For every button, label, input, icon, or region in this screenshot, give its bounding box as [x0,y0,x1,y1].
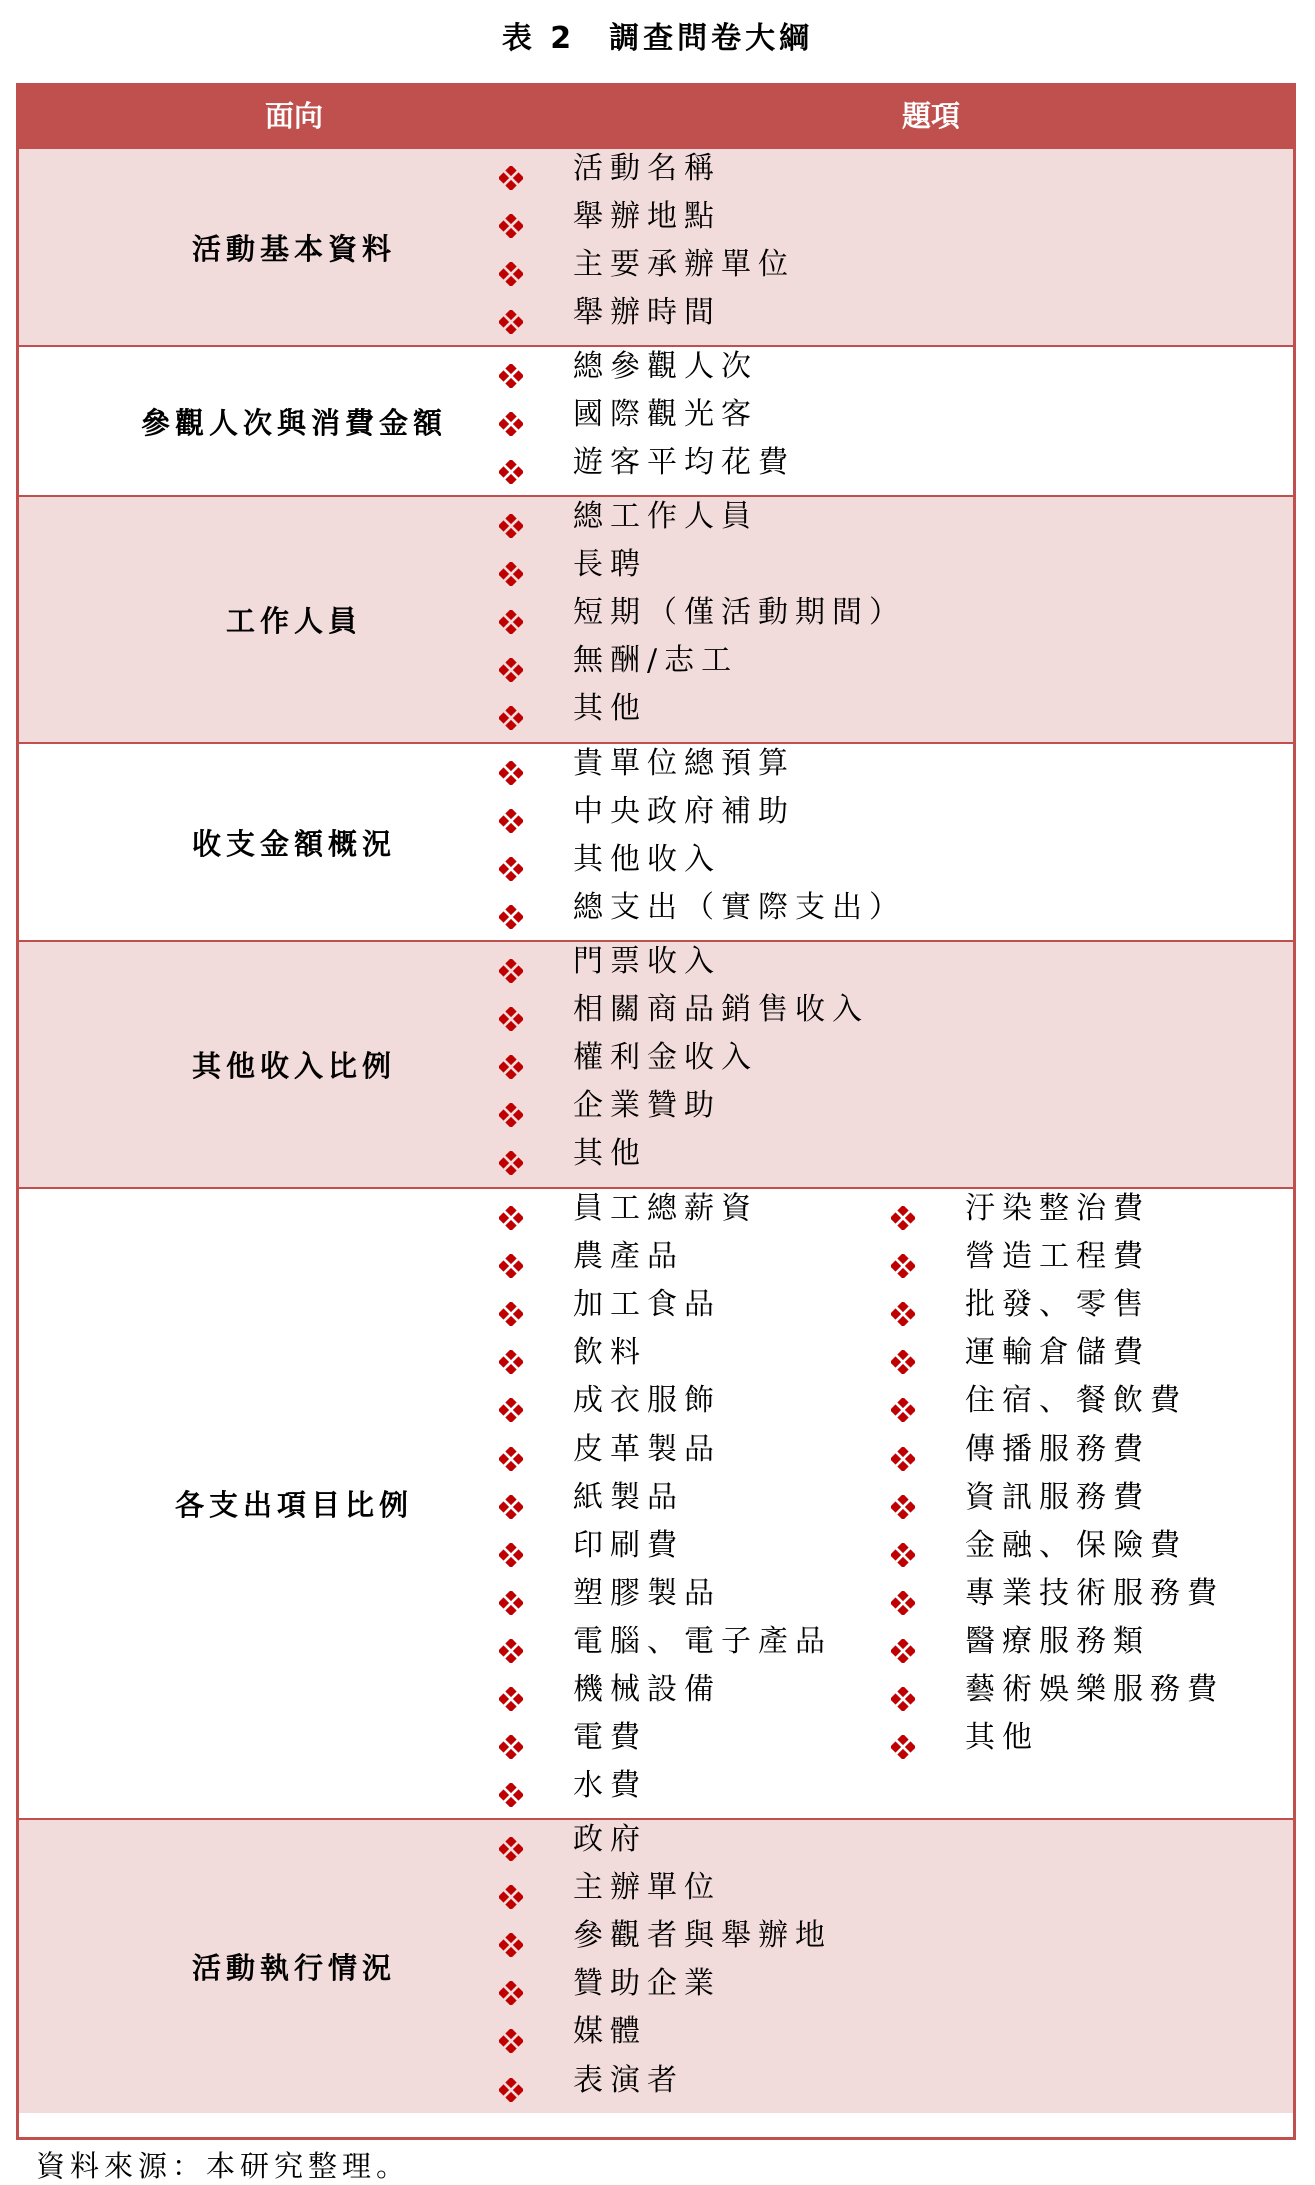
list-item-text: 贊助企業 [573,1966,721,2002]
four-diamond-bullet-icon [891,1438,915,1462]
list-item-text: 總工作人員 [573,499,758,534]
table-row [19,495,1293,742]
four-diamond-bullet-icon [499,950,523,974]
list-item-text: 中央政府補助 [573,794,795,830]
table-row [19,1187,1293,1818]
list-item-text: 遊客平均花費 [573,445,795,481]
four-diamond-bullet-icon [499,752,523,776]
list-item-text: 主要承辦單位 [573,247,795,283]
four-diamond-bullet-icon [499,1972,523,1996]
list-item-text: 批發、零售 [965,1287,1150,1323]
list-item-text: 總支出（實際支出） [573,890,906,926]
four-diamond-bullet-icon [499,1389,523,1413]
list-item-text: 農產品 [573,1239,684,1275]
list-item-text: 金融、保險費 [965,1527,1187,1563]
four-diamond-bullet-icon [499,1534,523,1558]
four-diamond-bullet-icon [891,1678,915,1702]
list-item-text: 企業贊助 [573,1088,721,1124]
row-aspect-label: 其他收入比例 [191,1049,396,1083]
list-item-text: 長聘 [573,547,647,583]
four-diamond-bullet-icon [499,1094,523,1118]
four-diamond-bullet-icon [891,1630,915,1654]
four-diamond-bullet-icon [499,1774,523,1798]
table-row [19,940,1293,1187]
four-diamond-bullet-icon [499,2020,523,2044]
list-item-text: 汙染整治費 [965,1191,1150,1226]
four-diamond-bullet-icon [891,1486,915,1510]
row-aspect-label: 工作人員 [225,604,362,638]
table-row [19,147,1293,345]
survey-outline-table [16,83,1296,2140]
list-item-text: 短期（僅活動期間） [573,595,906,631]
four-diamond-bullet-icon [499,649,523,673]
four-diamond-bullet-icon [499,205,523,229]
four-diamond-bullet-icon [499,553,523,577]
list-item-text: 飲料 [573,1335,647,1371]
row-aspect-label: 參觀人次與消費金額 [140,405,447,440]
list-item-text: 其他收入 [573,842,721,878]
list-item-text: 員工總薪資 [573,1191,758,1226]
list-item-text: 專業技術服務費 [965,1575,1224,1611]
list-item-text: 權利金收入 [573,1040,758,1076]
four-diamond-bullet-icon [891,1293,915,1317]
four-diamond-bullet-icon [499,355,523,379]
source-note: 資料來源：本研究整理。 [36,2149,411,2183]
four-diamond-bullet-icon [499,1828,523,1852]
row-aspect-label: 各支出項目比例 [174,1488,413,1522]
four-diamond-bullet-icon [891,1582,915,1606]
four-diamond-bullet-icon [499,403,523,427]
table-caption: 表 2 調查問卷大綱 [501,21,814,56]
four-diamond-bullet-icon [499,697,523,721]
four-diamond-bullet-icon [499,301,523,325]
list-item-text: 活動名稱 [573,151,721,186]
list-item-text: 紙製品 [573,1479,684,1515]
list-item-text: 政府 [573,1822,647,1857]
four-diamond-bullet-icon [891,1197,915,1221]
list-item-text: 印刷費 [573,1527,684,1563]
table-row [19,742,1293,940]
list-item-text: 水費 [573,1768,647,1804]
table-header [19,86,1293,147]
list-item-text: 藝術娛樂服務費 [965,1672,1224,1707]
four-diamond-bullet-icon [499,1630,523,1654]
row-aspect-label: 活動基本資料 [191,231,396,266]
header-aspect: 面向 [264,99,323,133]
four-diamond-bullet-icon [499,601,523,625]
four-diamond-bullet-icon [499,253,523,277]
row-aspect-label: 收支金額概況 [191,826,396,861]
four-diamond-bullet-icon [499,1726,523,1750]
list-item-text: 塑膠製品 [573,1575,721,1611]
list-item-text: 門票收入 [573,944,721,979]
list-item-text: 相關商品銷售收入 [573,992,869,1028]
table-row [19,1818,1293,2113]
four-diamond-bullet-icon [499,896,523,920]
four-diamond-bullet-icon [499,1142,523,1166]
list-item-text: 運輸倉儲費 [965,1335,1150,1371]
four-diamond-bullet-icon [891,1726,915,1750]
list-item-text: 成衣服飾 [573,1383,721,1419]
four-diamond-bullet-icon [499,1924,523,1948]
four-diamond-bullet-icon [499,157,523,181]
four-diamond-bullet-icon [499,451,523,475]
list-item-text: 資訊服務費 [965,1479,1150,1515]
list-item-text: 皮革製品 [573,1431,721,1467]
list-item-text: 其他 [965,1720,1039,1756]
four-diamond-bullet-icon [499,2069,523,2093]
list-item-text: 住宿、餐飲費 [965,1383,1187,1419]
list-item-text: 主辦單位 [573,1870,721,1906]
list-item-text: 傳播服務費 [965,1431,1150,1467]
four-diamond-bullet-icon [499,1197,523,1221]
list-item-text: 其他 [573,1136,647,1172]
four-diamond-bullet-icon [499,1293,523,1317]
four-diamond-bullet-icon [499,998,523,1022]
list-item-text: 機械設備 [573,1672,721,1707]
four-diamond-bullet-icon [499,800,523,824]
list-item-text: 表演者 [573,2062,684,2098]
list-item-text: 電腦、電子產品 [573,1623,832,1659]
list-item-text: 舉辦地點 [573,199,721,235]
four-diamond-bullet-icon [499,848,523,872]
four-diamond-bullet-icon [891,1341,915,1365]
table-row [19,345,1293,495]
list-item-text: 媒體 [573,2014,647,2050]
list-item-text: 其他 [573,691,647,727]
list-item-text: 電費 [573,1720,647,1756]
four-diamond-bullet-icon [499,1046,523,1070]
four-diamond-bullet-icon [891,1534,915,1558]
list-item-text: 舉辦時間 [573,295,721,331]
row-aspect-label: 活動執行情況 [191,1951,396,1985]
list-item-text: 營造工程費 [965,1239,1150,1275]
list-item-text: 國際觀光客 [573,397,758,433]
list-item-text: 貴單位總預算 [573,746,795,781]
four-diamond-bullet-icon [499,1876,523,1900]
four-diamond-bullet-icon [499,1678,523,1702]
list-item-text: 無酬/志工 [573,643,739,679]
list-item-text: 總參觀人次 [573,349,758,384]
four-diamond-bullet-icon [499,505,523,529]
four-diamond-bullet-icon [499,1245,523,1269]
four-diamond-bullet-icon [499,1582,523,1606]
four-diamond-bullet-icon [499,1341,523,1365]
list-item-text: 參觀者與舉辦地 [573,1918,832,1954]
four-diamond-bullet-icon [499,1438,523,1462]
list-item-text: 加工食品 [573,1287,721,1323]
header-items: 題項 [901,99,960,133]
list-item-text: 醫療服務類 [965,1623,1150,1659]
four-diamond-bullet-icon [891,1389,915,1413]
four-diamond-bullet-icon [499,1486,523,1510]
four-diamond-bullet-icon [891,1245,915,1269]
